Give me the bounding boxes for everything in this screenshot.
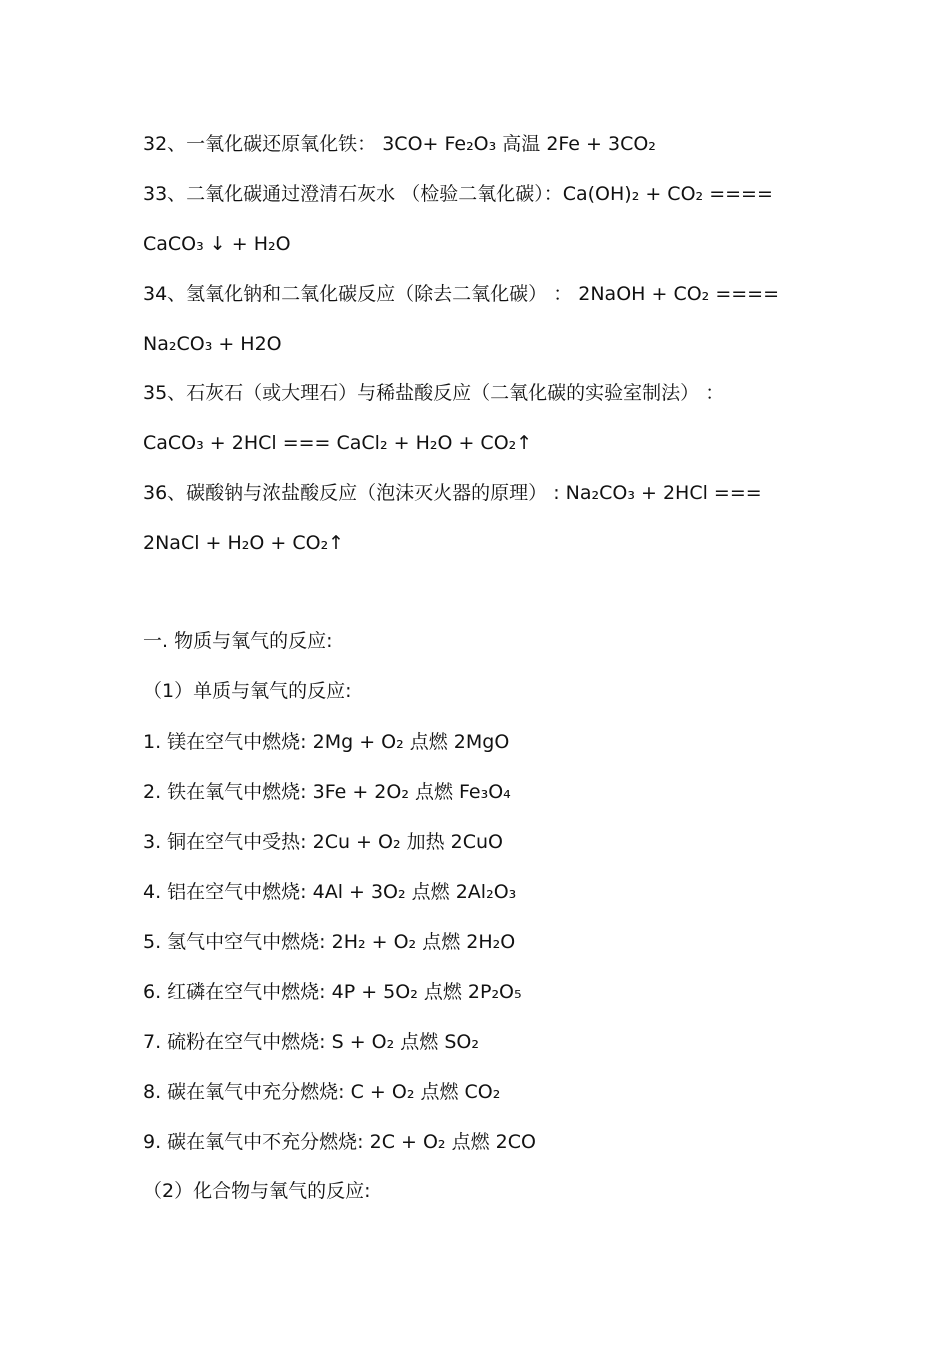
reaction-7: 7. 硫粉在空气中燃烧: S + O₂ 点燃 SO₂ xyxy=(143,1031,479,1053)
equation-33: 33、二氧化碳通过澄清石灰水 （检验二氧化碳）：Ca(OH)₂ + CO₂ ==== xyxy=(143,183,773,205)
reaction-9: 9. 碳在氧气中不充分燃烧: 2C + O₂ 点燃 2CO xyxy=(143,1131,536,1153)
reaction-4: 4. 铝在空气中燃烧: 4Al + 3O₂ 点燃 2Al₂O₃ xyxy=(143,881,517,903)
reaction-6: 6. 红磷在空气中燃烧: 4P + 5O₂ 点燃 2P₂O₅ xyxy=(143,981,522,1003)
reaction-3: 3. 铜在空气中受热: 2Cu + O₂ 加热 2CuO xyxy=(143,831,504,853)
equation-32: 32、一氧化碳还原氧化铁： 3CO+ Fe₂O₃ 高温 2Fe + 3CO₂ xyxy=(143,133,656,155)
reaction-2: 2. 铁在氧气中燃烧: 3Fe + 2O₂ 点燃 Fe₃O₄ xyxy=(143,781,511,803)
equation-35-cont: CaCO₃ + 2HCl === CaCl₂ + H₂O + CO₂↑ xyxy=(143,432,533,454)
subsection-heading-2: （2）化合物与氧气的反应: xyxy=(143,1180,371,1202)
equation-34: 34、氢氧化钠和二氧化碳反应（除去二氧化碳） ： 2NaOH + CO₂ ==== xyxy=(143,283,780,305)
reaction-1: 1. 镁在空气中燃烧: 2Mg + O₂ 点燃 2MgO xyxy=(143,731,510,753)
subsection-heading-1: （1）单质与氧气的反应: xyxy=(143,680,352,702)
section-heading: 一. 物质与氧气的反应: xyxy=(143,630,333,652)
equation-33-cont: CaCO₃ ↓ + H₂O xyxy=(143,233,291,255)
equation-36-cont: 2NaCl + H₂O + CO₂↑ xyxy=(143,532,345,554)
reaction-5: 5. 氢气中空气中燃烧: 2H₂ + O₂ 点燃 2H₂O xyxy=(143,931,516,953)
equation-36: 36、碳酸钠与浓盐酸反应（泡沫灭火器的原理） : Na₂CO₃ + 2HCl === xyxy=(143,482,762,504)
equation-34-cont: Na₂CO₃ + H2O xyxy=(143,333,282,355)
reaction-8: 8. 碳在氧气中充分燃烧: C + O₂ 点燃 CO₂ xyxy=(143,1081,501,1103)
equation-35: 35、石灰石（或大理石）与稀盐酸反应（二氧化碳的实验室制法） ： xyxy=(143,382,725,404)
